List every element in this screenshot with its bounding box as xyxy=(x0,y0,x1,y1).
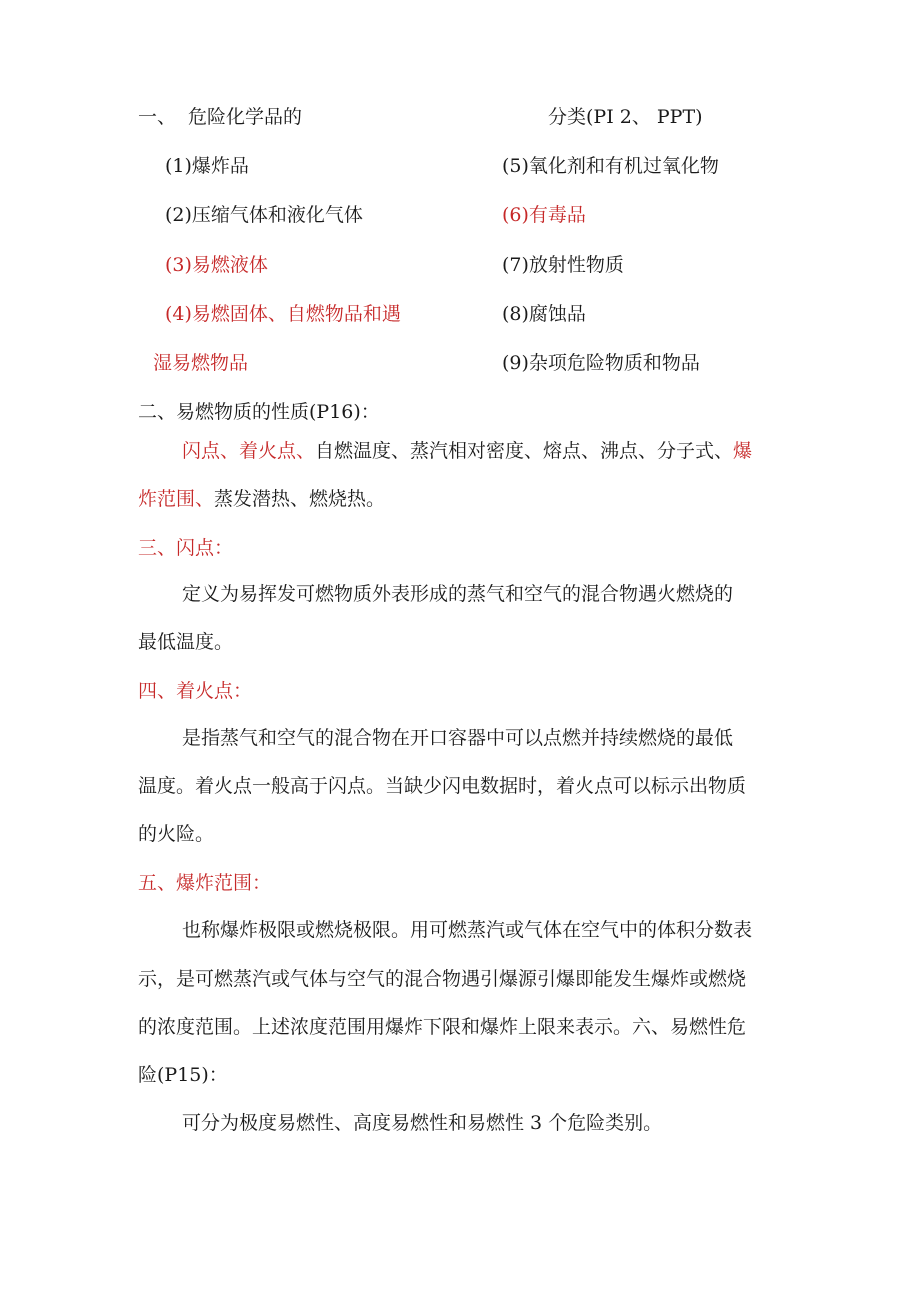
section5-line: 险(P15)： xyxy=(138,1064,228,1086)
section1-title-left: 危险化学品的 xyxy=(188,106,303,128)
section2-paragraph-line xyxy=(138,485,385,513)
section5-line: 的浓度范围。上述浓度范围用爆炸下限和爆炸上限来表示。六、易燃性危 xyxy=(138,1016,747,1038)
section3-heading: 三、闪点： xyxy=(138,537,234,559)
section1-prefix: 一、 xyxy=(138,106,177,128)
category-item: (8)腐蚀品 xyxy=(502,303,586,325)
section4-line: 是指蒸气和空气的混合物在开口容器中可以点燃并持续燃烧的最低 xyxy=(182,727,734,749)
section4-heading: 四、着火点： xyxy=(138,680,253,702)
section4-line: 温度。着火点一般高于闪点。当缺少闪电数据时，着火点可以标示出物质 xyxy=(138,775,747,797)
section1-title-right: 分类(PI 2、 PPT) xyxy=(548,106,703,128)
section5-line: 也称爆炸极限或燃烧极限。用可燃蒸汽或气体在空气中的体积分数表 xyxy=(182,919,753,941)
section2-paragraph-line xyxy=(182,437,752,465)
highlight-explosion-range: 炸范围、 xyxy=(138,488,215,510)
highlight-explosion-start: 爆 xyxy=(733,440,753,462)
section5-heading: 五、爆炸范围： xyxy=(138,872,272,894)
category-item: (5)氧化剂和有机过氧化物 xyxy=(502,155,719,177)
category-item: (2)压缩气体和液化气体 xyxy=(165,204,363,226)
category-item-highlighted: (4)易燃固体、自燃物品和遇 xyxy=(165,303,401,325)
section2-heading: 二、易燃物质的性质(P16)： xyxy=(138,401,380,423)
category-item: (7)放射性物质 xyxy=(502,254,624,276)
category-item: (9)杂项危险物质和物品 xyxy=(502,352,700,374)
section4-line: 的火险。 xyxy=(138,823,215,845)
property-list-end: 蒸发潜热、燃烧热。 xyxy=(214,488,386,510)
category-item-highlighted: (3)易燃液体 xyxy=(165,254,268,276)
category-item-continuation: 湿易燃物品 xyxy=(153,352,249,374)
category-item-highlighted: (6)有毒品 xyxy=(502,204,586,226)
section5-line: 可分为极度易燃性、高度易燃性和易燃性 3 个危险类别。 xyxy=(182,1112,663,1134)
property-list: 自燃温度、蒸汽相对密度、熔点、沸点、分子式、 xyxy=(315,440,734,462)
section5-line: 示，是可燃蒸汽或气体与空气的混合物遇引爆源引爆即能发生爆炸或燃烧 xyxy=(138,968,747,990)
highlight-flash-ignition: 闪点、着火点、 xyxy=(182,440,316,462)
section3-line: 最低温度。 xyxy=(138,631,234,653)
category-item: (1)爆炸品 xyxy=(165,155,249,177)
section3-line: 定义为易挥发可燃物质外表形成的蒸气和空气的混合物遇火燃烧的 xyxy=(182,583,734,605)
